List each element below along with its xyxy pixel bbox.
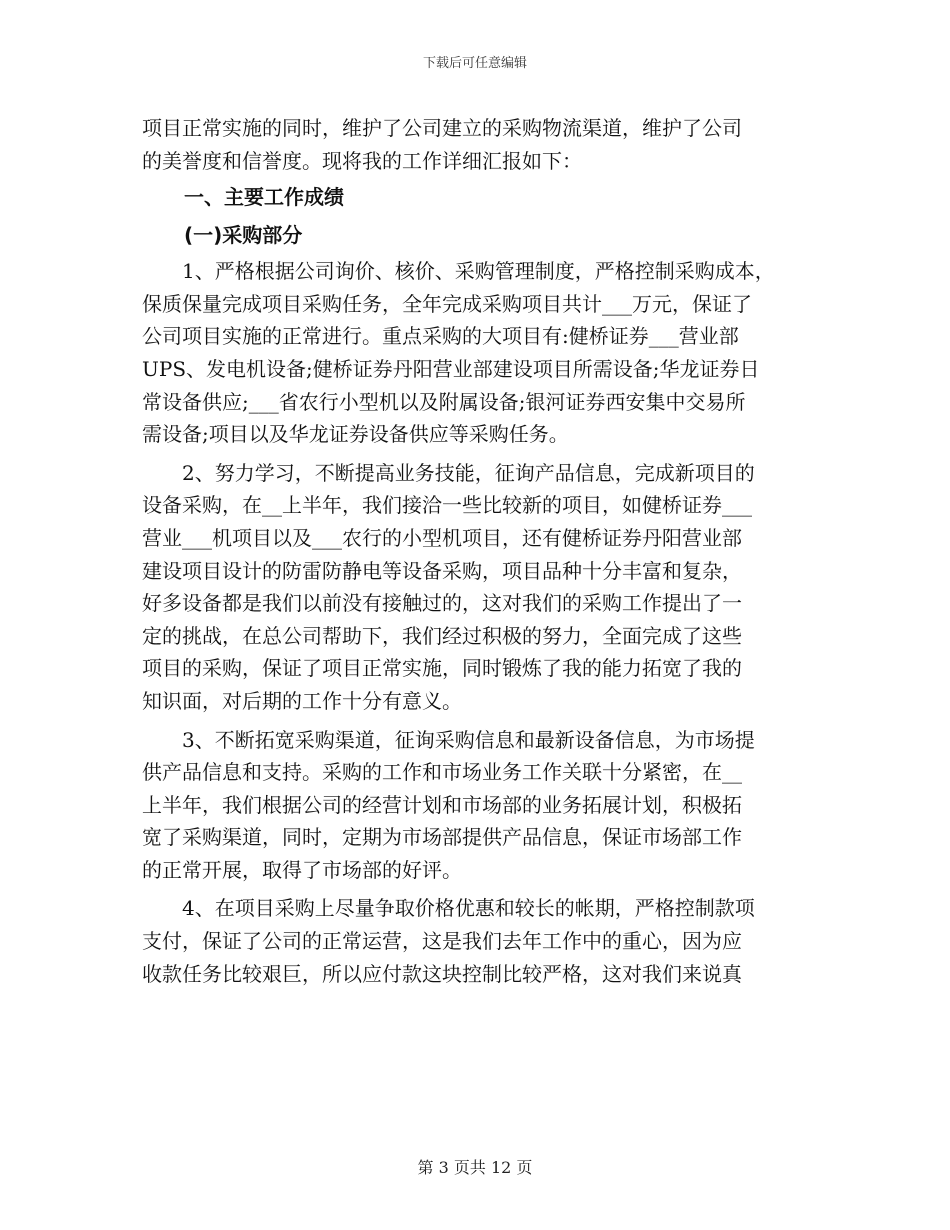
text-line: 支付，保证了公司的正常运营，这是我们去年工作中的重心，因为应 (142, 929, 742, 954)
page-header: 下载后可任意编辑 (422, 56, 527, 71)
text-line: 项目的采购，保证了项目正常实施，同时锻炼了我的能力拓宽了我的 (142, 656, 742, 681)
text-line: 建设项目设计的防雷防静电等设备采购，项目品种十分丰富和复杂， (142, 558, 742, 583)
text-line: UPS、发电机设备;健桥证券丹阳营业部建设项目所需设备;华龙证券日 (142, 356, 760, 381)
text-line: 保质保量完成项目采购任务，全年完成采购项目共计___万元，保证了 (142, 291, 752, 316)
text-line: 设备采购，在__上半年，我们接洽一些比较新的项目，如健桥证券___ (142, 493, 752, 518)
text-line: 公司项目实施的正常进行。重点采购的大项目有:健桥证券___营业部 (142, 324, 739, 349)
text-line: 的正常开展，取得了市场部的好评。 (142, 857, 462, 882)
text-line: 好多设备都是我们以前没有接触过的，这对我们的采购工作提出了一 (142, 591, 742, 616)
text-line: 上半年，我们根据公司的经营计划和市场部的业务拓展计划，积极拓 (142, 792, 742, 817)
document-body (142, 112, 814, 990)
text-line: 收款任务比较艰巨，所以应付款这块控制比较严格，这对我们来说真 (142, 961, 742, 986)
text-line: 需设备;项目以及华龙证券设备供应等采购任务。 (142, 422, 569, 447)
text-line: 3、不断拓宽采购渠道，征询采购信息和最新设备信息，为市场提 (182, 727, 755, 752)
text-line: 供产品信息和支持。采购的工作和市场业务工作关联十分紧密，在__ (142, 760, 742, 785)
text-line: 宽了采购渠道，同时，定期为市场部提供产品信息，保证市场部工作 (142, 825, 742, 850)
text-line: 2、努力学习，不断提高业务技能，征询产品信息，完成新项目的 (182, 460, 755, 485)
paragraph-2 (142, 457, 814, 718)
text-line: 常设备供应;___省农行小型机以及附属设备;银河证券西安集中交易所 (142, 389, 746, 414)
text-line: 营业___机项目以及___农行的小型机项目，还有健桥证券丹阳营业部 (142, 525, 742, 550)
text-line: 4、在项目采购上尽量争取价格优惠和较长的帐期，严格控制款项 (182, 896, 755, 921)
section-heading: 一、主要工作成绩 (184, 185, 344, 210)
sub-heading: (一)采购部分 (184, 223, 303, 248)
text-line: 知识面，对后期的工作十分有意义。 (142, 688, 462, 713)
text-line: 项目正常实施的同时，维护了公司建立的采购物流渠道，维护了公司 (142, 116, 742, 140)
text-line: 的美誉度和信誉度。现将我的工作详细汇报如下： (142, 148, 582, 173)
paragraph-4 (142, 892, 814, 990)
intro-paragraph (142, 112, 814, 177)
text-line: 定的挑战，在总公司帮助下，我们经过积极的努力，全面完成了这些 (142, 623, 742, 648)
paragraph-3 (142, 724, 814, 887)
paragraph-1 (142, 255, 814, 451)
text-line: 1、严格根据公司询价、核价、采购管理制度，严格控制采购成本， (182, 259, 775, 284)
page-number: 第 3 页共 12 页 (417, 1158, 533, 1177)
